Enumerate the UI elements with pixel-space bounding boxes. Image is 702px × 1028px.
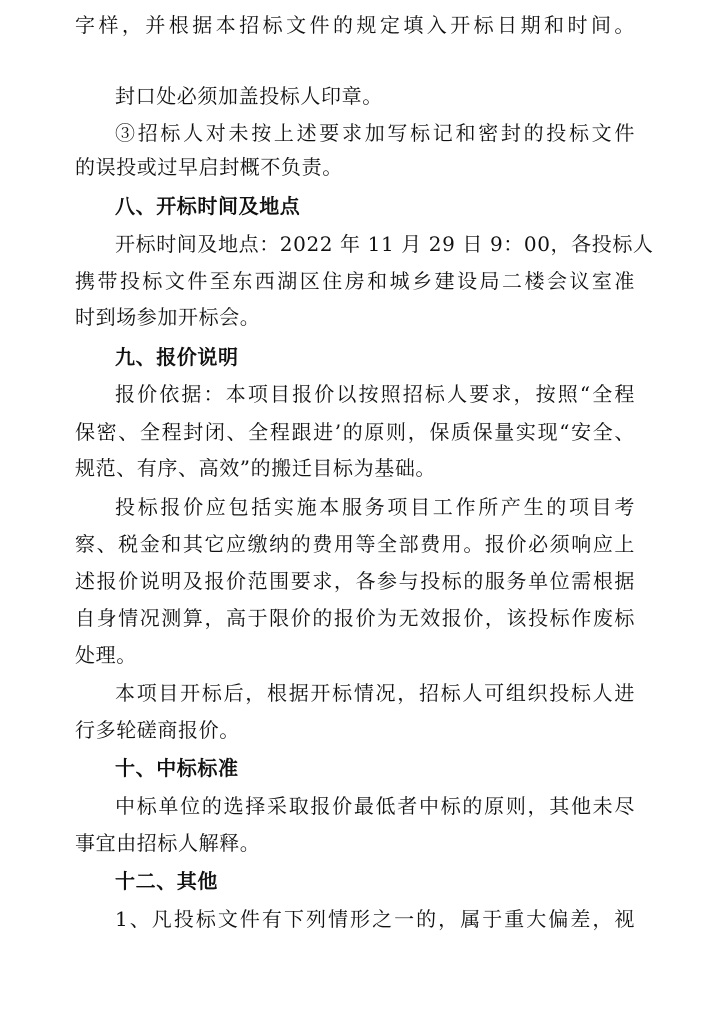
paragraph-line: ③招标人对未按上述要求加写标记和密封的投标文件 [115, 121, 635, 145]
section-heading-8: 八、开标时间及地点 [115, 194, 301, 218]
paragraph-line: 开标时间及地点：2022 年 11 月 29 日 9：00，各投标人 [115, 232, 654, 256]
paragraph-line: 1、凡投标文件有下列情形之一的，属于重大偏差，视 [115, 907, 635, 931]
paragraph-line: 字样，并根据本招标文件的规定填入开标日期和时间。 [75, 13, 635, 37]
paragraph-line: 自身情况测算，高于限价的报价为无效报价，该投标作废标 [75, 606, 635, 630]
paragraph-line: 行多轮磋商报价。 [75, 718, 240, 742]
paragraph-line: 察、税金和其它应缴纳的费用等全部费用。报价必须响应上 [75, 532, 635, 556]
paragraph-line: 述报价说明及报价范围要求，各参与投标的服务单位需根据 [75, 569, 635, 593]
paragraph-line: 时到场参加开标会。 [75, 305, 261, 329]
section-heading-10: 十、中标标准 [115, 756, 239, 780]
section-heading-9: 九、报价说明 [115, 345, 239, 369]
section-heading-12: 十二、其他 [115, 869, 218, 893]
paragraph-line: 封口处必须加盖投标人印章。 [115, 84, 383, 108]
paragraph-line: 报价依据：本项目报价以按照招标人要求，按照“全程 [115, 382, 635, 406]
paragraph-line: 保密、全程封闭、全程跟进’的原则，保质保量实现“安全、 [75, 420, 635, 444]
paragraph-line: 本项目开标后，根据开标情况，招标人可组织投标人进 [115, 681, 635, 705]
paragraph-line: 投标报价应包括实施本服务项目工作所产生的项目考 [115, 495, 635, 519]
paragraph-line: 事宜由招标人解释。 [75, 831, 261, 855]
paragraph-line: 处理。 [75, 643, 137, 667]
paragraph-line: 中标单位的选择采取报价最低者中标的原则，其他未尽 [115, 794, 635, 818]
paragraph-line: 规范、有序、高效”的搬迁目标为基础。 [75, 456, 437, 480]
paragraph-line: 携带投标文件至东西湖区住房和城乡建设局二楼会议室准 [75, 269, 635, 293]
paragraph-line: 的误投或过早启封概不负责。 [75, 155, 343, 179]
